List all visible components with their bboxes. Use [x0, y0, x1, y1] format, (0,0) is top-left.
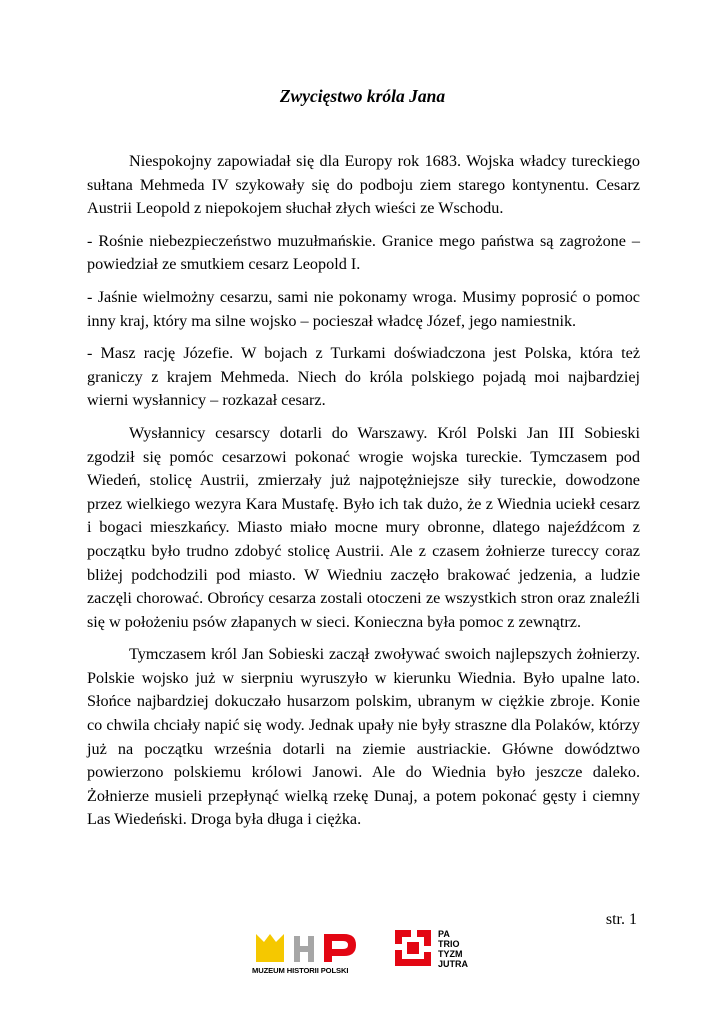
page-number: str. 1 — [605, 911, 637, 928]
mhp-red-mark — [324, 934, 356, 962]
document-title: Zwycięstwo króla Jana — [279, 86, 446, 106]
mhp-yellow-mark — [256, 934, 284, 962]
paragraph: - Jaśnie wielmożny cesarzu, sami nie pokonamy wroga. Musimy poprosić o pomoc inny kraj, który ma silne wojsko – pocieszał władcę Józef, jego namiestnik. — [87, 287, 640, 330]
paragraph: Wysłannicy cesarscy dotarli do Warszawy. Król Polski Jan III Sobieski zgodził się pomóc cesarzowi pokonać wrogie wojska tureckie. Tymczasem pod Wiedeń, stolicę Austrii, zmierzały już najpotężniejsze siły tureckie, dowodzone przez wielkiego wezyra Kara Mustafę. Było ich tak dużo, że z Wiednia uciekł cesarz i bogaci mieszkańcy. Miasto miało mocne mury obronne, dlatego najeźdźcom z początku było trudno zdobyć stolicę Austrii. Ale z czasem żołnierze tureccy coraz bliżej podchodzili pod miasto. W Wiedniu zaczęło brakować jedzenia, a ludzie zaczęli chorować. Obrońcy cesarza zostali otoczeni ze wszystkich stron oraz znaleźli się w położeniu psów złapanych w sieci. Konieczna była pomoc z zewnątrz. — [87, 423, 640, 631]
paragraph: Niespokojny zapowiadał się dla Europy rok 1683. Wojska władcy tureckiego sułtana Mehmeda IV szykowały się do podboju ziem starego kontynentu. Cesarz Austrii Leopold z niepokojem słuchał złych wieści ze Wschodu. — [87, 152, 640, 218]
mhp-caption: MUZEUM HISTORII POLSKI — [252, 966, 349, 975]
paragraph: - Masz rację Józefie. W bojach z Turkami doświadczona jest Polska, która też graniczy z krajem Mehmeda. Niech do króla polskiego pojadą moi najbardziej wierni wysłannicy – rozkazał cesarz. — [87, 344, 640, 410]
mhp-grey-mark — [294, 936, 314, 962]
pt-line: TYZM — [438, 949, 463, 959]
pt-line: TRIO — [438, 939, 460, 949]
museum-history-poland-logo — [252, 928, 368, 984]
patriotyzm-jutra-text — [438, 929, 468, 969]
paragraph: - Rośnie niebezpieczeństwo muzułmańskie. Granice mego państwa są zagrożone – powiedział ze smutkiem cesarz Leopold I. — [87, 231, 640, 274]
patriotyzm-jutra-logo — [393, 928, 433, 968]
pt-line: PA — [438, 929, 450, 939]
document-body — [87, 150, 640, 841]
pt-line: JUTRA — [438, 959, 469, 969]
footer-logos — [0, 928, 725, 988]
paragraph: Tymczasem król Jan Sobieski zaczął zwoływać swoich najlepszych żołnierzy. Polskie wojsko już w sierpniu wyruszyło w kierunku Wiednia. Było upalne lato. Słońce najbardziej dokuczało husarzom polskim, ubranym w ciężkie zbroje. Konie co chwila chciały napić się wody. Jednak upały nie były straszne dla Polaków, którzy już na początku września dotarli na ziemie austriackie. Główne dowództwo powierzono polskiemu królowi Janowi. Ale do Wiednia było jeszcze daleko. Żołnierze musieli przepłynąć wielką rzekę Dunaj, a potem pokonać gęsty i ciemny Las Wiedeński. Droga była długa i ciężka. — [87, 645, 640, 829]
